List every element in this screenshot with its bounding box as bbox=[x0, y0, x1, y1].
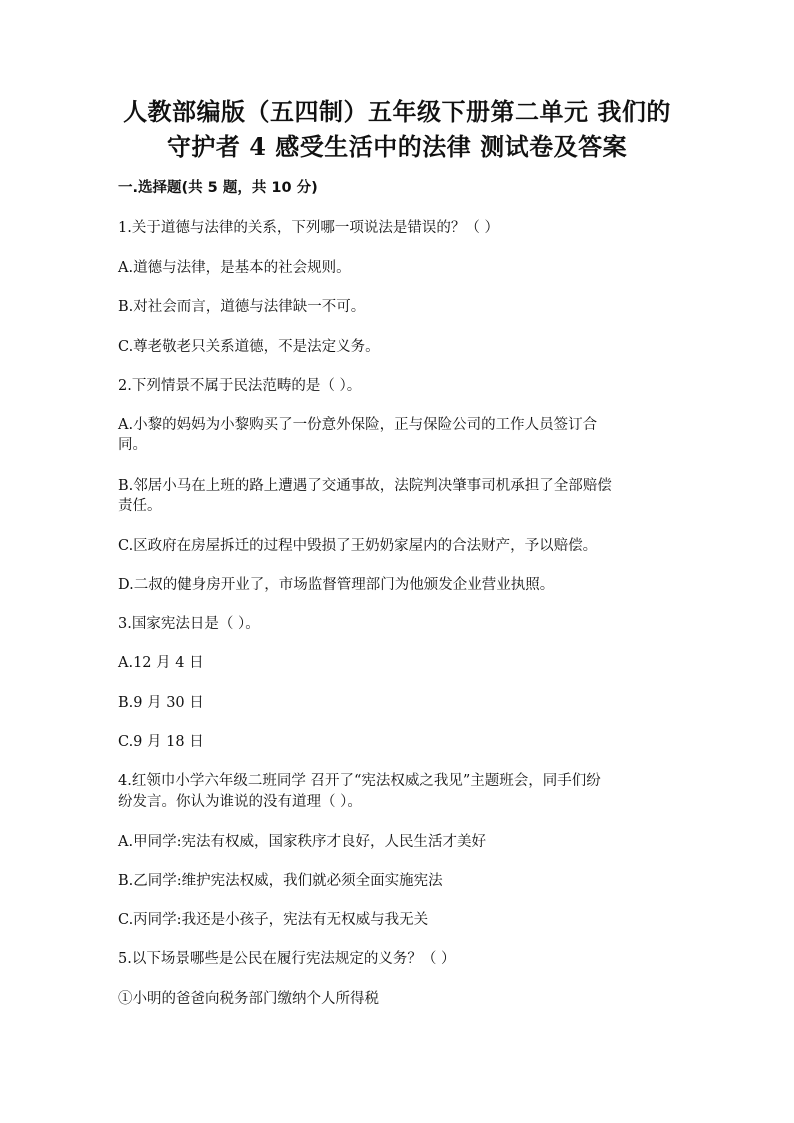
question-4-option-c: C.丙同学:我还是小孩子，宪法有无权威与我无关 bbox=[118, 912, 429, 928]
page-title-line-1: 人教部编版（五四制）五年级下册第二单元 我们的 bbox=[123, 97, 671, 126]
question-1-option-b: B.对社会而言，道德与法律缺一不可。 bbox=[118, 299, 366, 315]
question-2-option-d: D.二叔的健身房开业了，市场监督管理部门为他颁发企业营业执照。 bbox=[118, 577, 555, 593]
question-3-option-b: B.9 月 30 日 bbox=[118, 695, 204, 711]
question-4-stem-cont: 纷发言。你认为谁说的没有道理（ ）。 bbox=[118, 794, 362, 810]
question-2-stem: 2.下列情景不属于民法范畴的是（ ）。 bbox=[118, 378, 362, 394]
question-5-item-1: ①小明的爸爸向税务部门缴纳个人所得税 bbox=[118, 991, 379, 1007]
question-3-option-c: C.9 月 18 日 bbox=[118, 734, 204, 750]
question-2-option-a-cont: 同。 bbox=[118, 437, 147, 453]
question-4-stem: 4.红领巾小学六年级二班同学 召开了“宪法权威之我见”主题班会，同手们纷 bbox=[118, 773, 601, 789]
question-2-option-a: A.小黎的妈妈为小黎购买了一份意外保险，正与保险公司的工作人员签订合 bbox=[118, 417, 598, 433]
question-2-option-c: C.区政府在房屋拆迁的过程中毁损了王奶奶家屋内的合法财产，予以赔偿。 bbox=[118, 538, 598, 554]
question-4-option-a: A.甲同学:宪法有权威，国家秩序才良好，人民生活才美好 bbox=[118, 834, 486, 850]
question-1-option-a: A.道德与法律，是基本的社会规则。 bbox=[118, 260, 351, 276]
question-3-stem: 3.国家宪法日是（ ）。 bbox=[118, 616, 260, 632]
question-2-option-b: B.邻居小马在上班的路上遭遇了交通事故，法院判决肇事司机承担了全部赔偿 bbox=[118, 478, 612, 494]
section-heading: 一.选择题(共 5 题，共 10 分) bbox=[118, 180, 318, 196]
question-2-option-b-cont: 责任。 bbox=[118, 498, 162, 514]
page-title-line-2: 守护者 4 感受生活中的法律 测试卷及答案 bbox=[166, 132, 628, 161]
question-3-option-a: A.12 月 4 日 bbox=[118, 655, 204, 671]
question-1-option-c: C.尊老敬老只关系道德，不是法定义务。 bbox=[118, 339, 380, 355]
question-4-option-b: B.乙同学:维护宪法权威，我们就必须全面实施宪法 bbox=[118, 873, 443, 889]
question-5-stem: 5.以下场景哪些是公民在履行宪法规定的义务？（ ） bbox=[118, 951, 456, 967]
question-1-stem: 1.关于道德与法律的关系，下列哪一项说法是错误的？（ ） bbox=[118, 220, 499, 236]
